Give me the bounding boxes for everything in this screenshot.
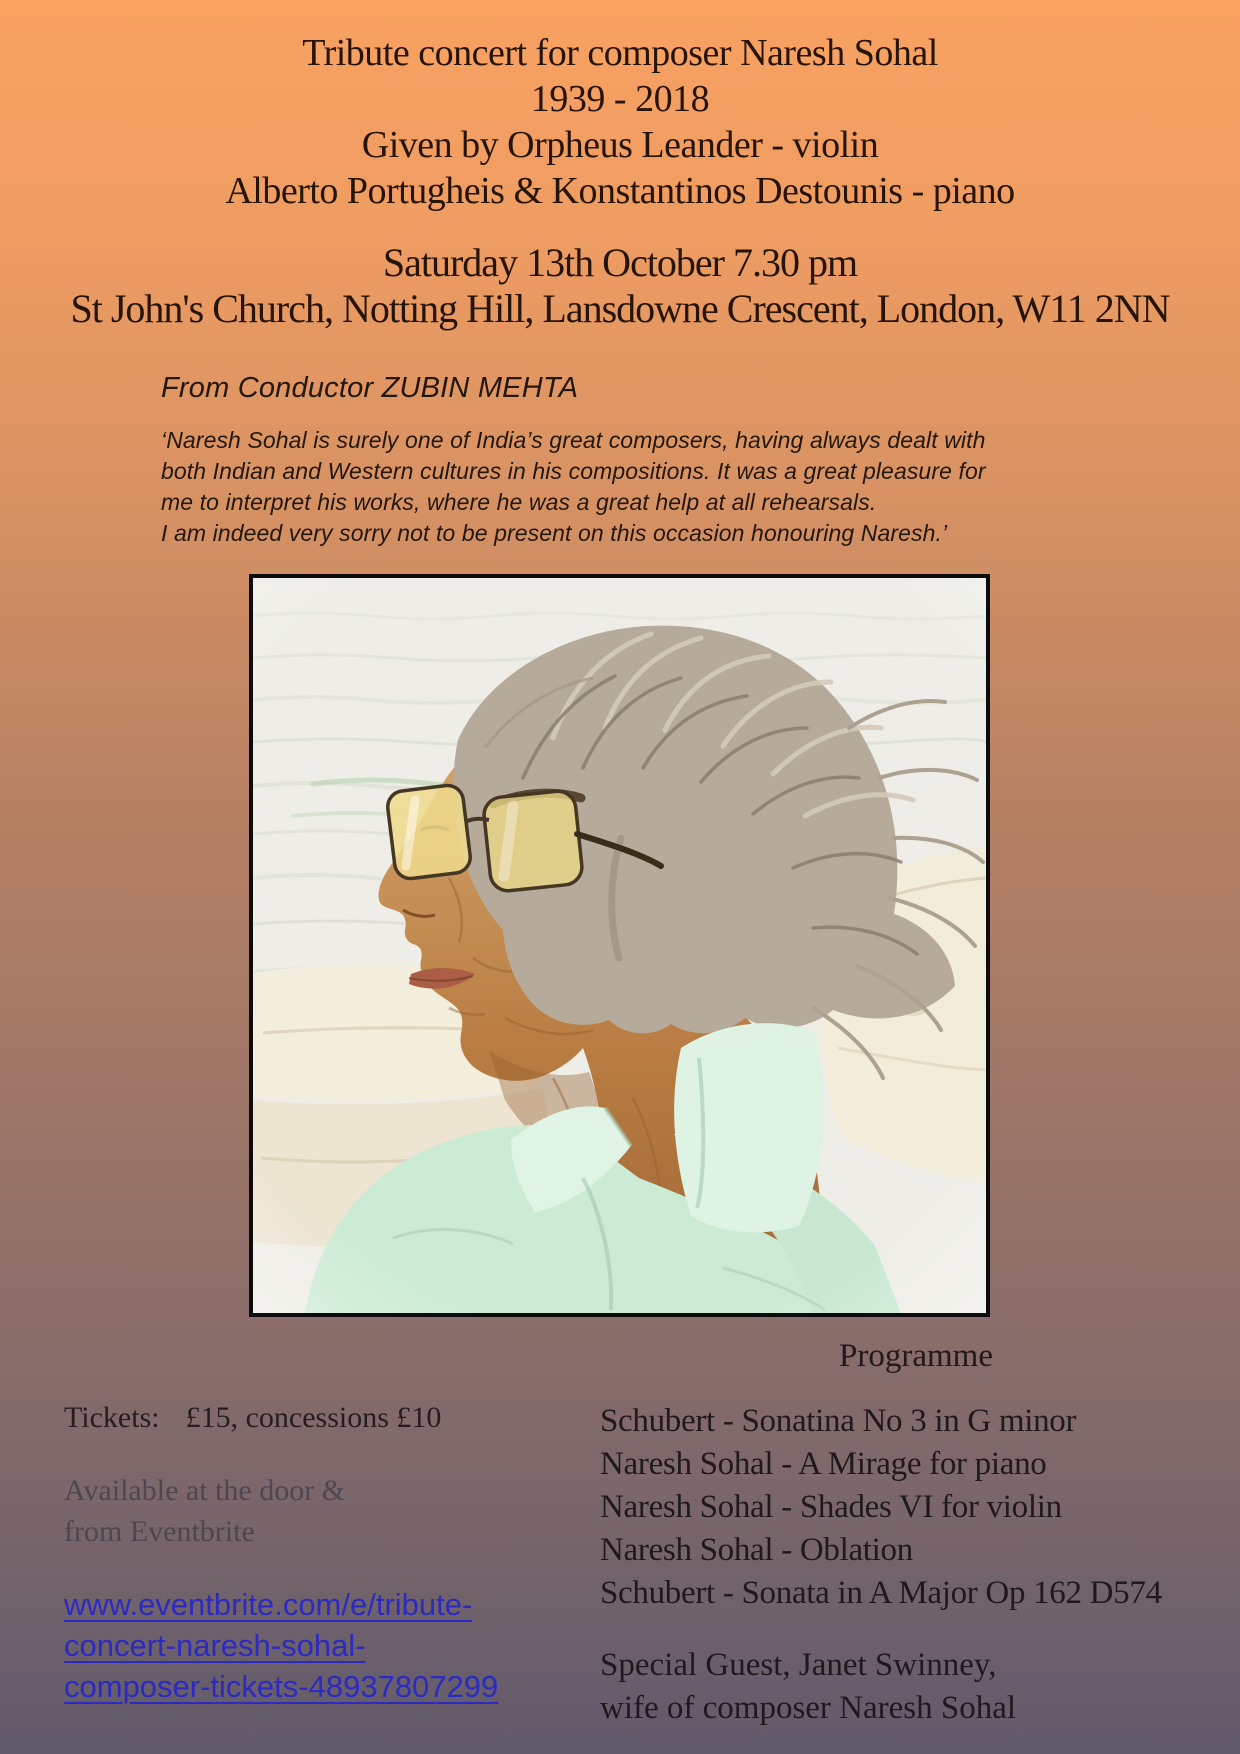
programme-item: Schubert - Sonata in A Major Op 162 D574 xyxy=(600,1575,1162,1611)
programme-item: Naresh Sohal - Shades VI for violin xyxy=(600,1489,1062,1525)
quote-attribution: From Conductor ZUBIN MEHTA xyxy=(161,372,579,404)
composer-photo-illustration xyxy=(253,578,986,1313)
programme-item: Naresh Sohal - A Mirage for piano xyxy=(600,1446,1047,1482)
programme-item: Naresh Sohal - Oblation xyxy=(600,1532,913,1568)
composer-photo xyxy=(249,574,990,1317)
quote-text xyxy=(161,425,986,549)
flyer-header xyxy=(0,30,1240,214)
eventbrite-link-line[interactable]: www.eventbrite.com/e/tribute- xyxy=(64,1587,473,1622)
ticket-prices xyxy=(64,1401,441,1435)
performers-piano-line: Alberto Portugheis & Konstantinos Destounis - piano xyxy=(225,170,1015,212)
eventbrite-link-line[interactable]: concert-naresh-sohal- xyxy=(64,1628,366,1663)
tickets-label: Tickets: xyxy=(64,1401,160,1434)
ticket-availability xyxy=(64,1470,345,1552)
performer-violin-line: Given by Orpheus Leander - violin xyxy=(361,124,879,166)
special-guest-line: wife of composer Naresh Sohal xyxy=(600,1690,1017,1726)
event-datetime: Saturday 13th October 7.30 pm xyxy=(382,240,858,285)
eventbrite-link-block xyxy=(64,1584,498,1707)
event-venue: St John's Church, Notting Hill, Lansdowne Crescent, London, W11 2NN xyxy=(70,286,1170,331)
special-guest xyxy=(600,1644,1016,1730)
page-title: Tribute concert for composer Naresh Sohal xyxy=(302,32,938,74)
conductor-quote-block xyxy=(161,372,986,549)
availability-line: Available at the door & xyxy=(64,1474,346,1507)
photo-vignette xyxy=(253,578,986,1313)
event-details xyxy=(0,240,1240,332)
programme-heading: Programme xyxy=(839,1338,993,1374)
programme-list xyxy=(600,1400,1162,1615)
programme-item: Schubert - Sonatina No 3 in G minor xyxy=(600,1403,1077,1439)
composer-years: 1939 - 2018 xyxy=(530,78,710,120)
eventbrite-link[interactable] xyxy=(64,1584,498,1707)
availability-line: from Eventbrite xyxy=(64,1515,255,1548)
quote-line: I am indeed very sorry not to be present on this occasion honouring Naresh.’ xyxy=(161,520,948,546)
quote-line: ‘Naresh Sohal is surely one of India’s great composers, having always dealt with xyxy=(161,427,986,453)
quote-line: me to interpret his works, where he was a great help at all rehearsals. xyxy=(161,489,877,515)
quote-line: both Indian and Western cultures in his compositions. It was a great pleasure for xyxy=(161,458,986,484)
eventbrite-link-line[interactable]: composer-tickets-48937807299 xyxy=(64,1669,499,1704)
tickets-prices: £15, concessions £10 xyxy=(185,1401,442,1434)
special-guest-line: Special Guest, Janet Swinney, xyxy=(600,1647,997,1683)
